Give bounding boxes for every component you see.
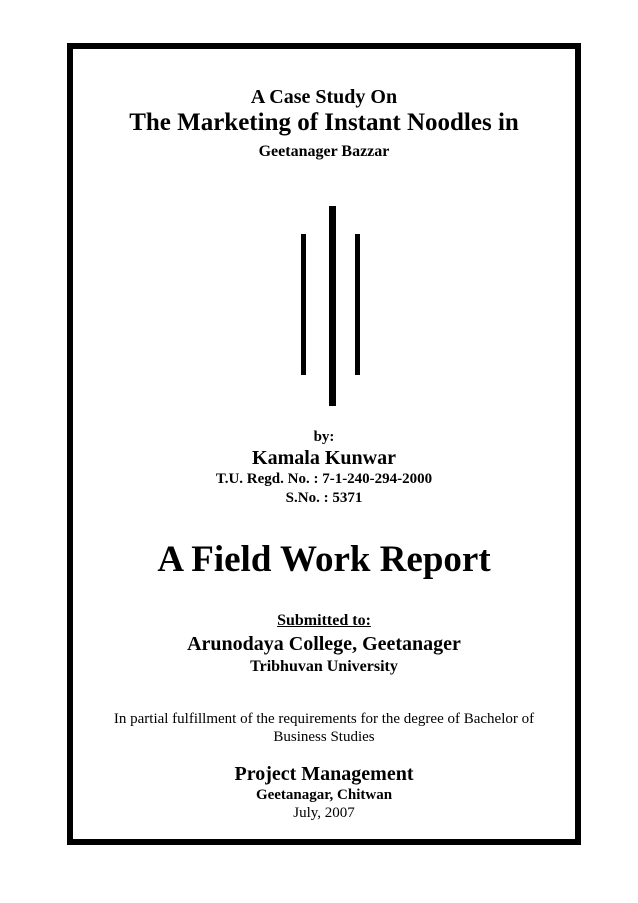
- fulfillment-text-line2: Business Studies: [273, 729, 375, 745]
- case-study-heading: A Case Study On: [250, 86, 398, 108]
- college-name: Arunodaya College, Geetanager: [187, 633, 461, 655]
- program-name: Project Management: [234, 763, 414, 785]
- report-date: July, 2007: [293, 805, 355, 821]
- registration-number: T.U. Regd. No. : 7-1-240-294-2000: [215, 471, 433, 487]
- study-location: Geetanager Bazzar: [258, 143, 390, 160]
- decorative-bar-center: [329, 206, 336, 406]
- decorative-bar-right: [355, 234, 360, 375]
- report-type-heading: A Field Work Report: [157, 539, 491, 580]
- by-label: by:: [313, 429, 335, 445]
- serial-number: S.No. : 5371: [285, 490, 363, 506]
- submitted-to-label: Submitted to:: [277, 612, 371, 629]
- university-name: Tribhuvan University: [250, 658, 398, 675]
- report-title: The Marketing of Instant Noodles in: [129, 109, 519, 136]
- decorative-bar-left: [301, 234, 306, 375]
- footer-place: Geetanagar, Chitwan: [255, 787, 393, 803]
- author-name: Kamala Kunwar: [252, 447, 396, 469]
- fulfillment-text-line1: In partial fulfillment of the requirements for the degree of Bachelor of: [113, 711, 535, 727]
- cover-page-frame: [67, 43, 581, 845]
